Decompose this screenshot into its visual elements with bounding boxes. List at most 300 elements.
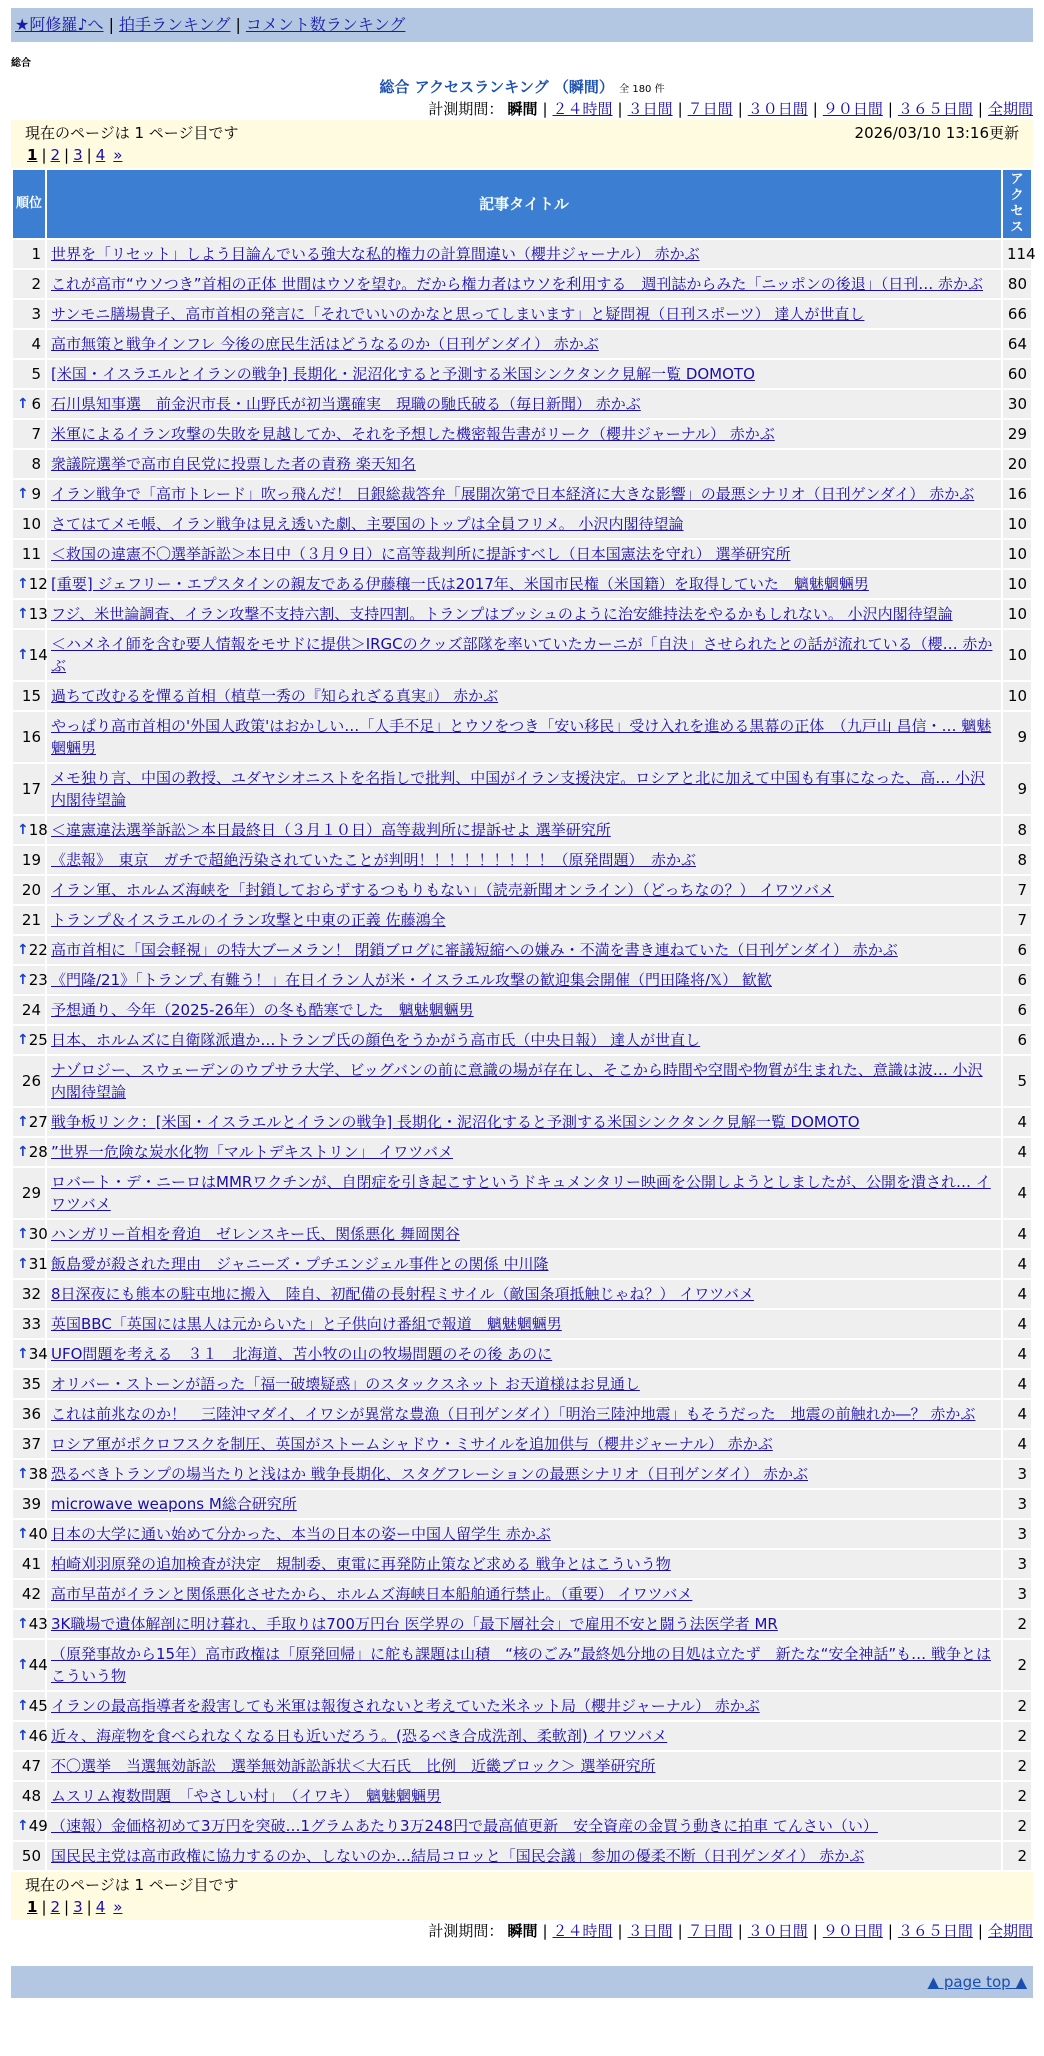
rank-cell xyxy=(13,1108,48,1136)
period-link-1[interactable]: ３日間 xyxy=(627,100,673,118)
rank-number: 41 xyxy=(21,1555,41,1573)
title-cell xyxy=(47,1610,1001,1638)
access-count: 2 xyxy=(1003,1842,1031,1870)
page-top-link[interactable]: ▲ page top ▲ xyxy=(927,1973,1027,1991)
article-link[interactable]: ＜ハメネイ師を含む要人情報をモサドに提供＞IRGCのクッズ部隊を率いていたカーニが「自決」させられたとの話が流れている（櫻… 赤かぶ xyxy=(51,635,993,675)
rank-number: 37 xyxy=(21,1435,41,1453)
title-cell xyxy=(47,876,1001,904)
rank-cell xyxy=(13,1580,45,1608)
table-row xyxy=(13,816,1031,844)
rank-number: 20 xyxy=(21,881,41,899)
title-cell xyxy=(47,1640,1001,1690)
table-row xyxy=(13,1812,1031,1840)
table-row xyxy=(13,390,1031,418)
access-count: 6 xyxy=(1003,1026,1031,1054)
access-count: 7 xyxy=(1003,876,1031,904)
title-cell xyxy=(47,1580,1001,1608)
article-link[interactable]: これが高市“ウソつき”首相の正体 世間はウソを望む。だから権力者はウソを利用する 週刊誌からみた「ニッポンの後退」（日刊… 赤かぶ xyxy=(51,275,983,293)
access-count: 4 xyxy=(1003,1250,1031,1278)
title-cell xyxy=(47,1722,1001,1750)
rank-cell xyxy=(13,450,45,478)
access-count: 10 xyxy=(1003,510,1031,538)
period-link-6[interactable]: 全期間 xyxy=(987,1922,1033,1940)
rank-cell xyxy=(13,1812,48,1840)
article-link[interactable]: ＜違憲違法選挙訴訟＞本日最終日（３月１０日）高等裁判所に提訴せよ 選挙研究所 xyxy=(51,821,611,839)
title-cell xyxy=(47,1340,1001,1368)
article-link[interactable]: さてはてメモ帳、イラン戦争は見え透いた劇、主要国のトップは全員フリメ。 小沢内閣待望論 xyxy=(51,515,684,533)
access-count: 4 xyxy=(1003,1370,1031,1398)
title-cell xyxy=(47,1108,1001,1136)
access-count: 20 xyxy=(1003,450,1031,478)
up-arrow-icon: ↑ xyxy=(17,1466,29,1482)
table-row xyxy=(13,570,1031,598)
table-row xyxy=(13,1220,1031,1248)
access-count: 2 xyxy=(1003,1782,1031,1810)
rank-cell xyxy=(13,480,45,508)
article-link[interactable]: 高市無策と戦争インフレ 今後の庶民生活はどうなるのか（日刊ゲンダイ） 赤かぶ xyxy=(51,335,599,353)
period-link-3[interactable]: ３０日間 xyxy=(747,1922,808,1940)
rank-number: 15 xyxy=(21,687,41,705)
page-link-3[interactable]: 3 xyxy=(73,146,83,164)
rank-cell xyxy=(13,996,45,1024)
period-link-5[interactable]: ３６５日間 xyxy=(897,100,973,118)
category-label: 総合 xyxy=(11,58,31,69)
rank-cell xyxy=(13,764,45,814)
access-count: 4 xyxy=(1003,1400,1031,1428)
article-link[interactable]: 衆議院選挙で高市自民党に投票した者の責務 楽天知名 xyxy=(51,455,416,473)
article-link[interactable]: 石川県知事選 前金沢市長・山野氏が初当選確実 現職の馳氏破る（毎日新聞） 赤かぶ xyxy=(51,395,641,413)
article-link[interactable]: ハンガリー首相を脅迫 ゼレンスキー氏、関係悪化 舞岡関谷 xyxy=(51,1225,460,1243)
period-link-3[interactable]: ３０日間 xyxy=(747,100,808,118)
period-selector-bottom: 計測期間： 瞬間 | ２４時間 | ３日間 | ７日間 | ３０日間 | ９０日間 | ３６５日間 | 全期間 xyxy=(428,1922,1033,1940)
rank-number: 36 xyxy=(21,1405,41,1423)
page-link-4[interactable]: 4 xyxy=(95,146,106,164)
period-link-2[interactable]: ７日間 xyxy=(687,1922,733,1940)
access-count: 4 xyxy=(1003,1108,1031,1136)
table-row xyxy=(13,846,1031,874)
table-row xyxy=(13,1370,1031,1398)
comment-ranking-link[interactable]: コメント数ランキング xyxy=(245,15,406,34)
title-cell xyxy=(47,1520,1001,1548)
article-link[interactable]: （速報）金価格初めて3万円を突破…1グラムあたり3万248円で最高値更新 安全資産の金買う動きに拍車 てんさい（い） xyxy=(51,1817,878,1835)
period-current: 瞬間 xyxy=(507,1922,538,1940)
next-page-link[interactable]: » xyxy=(113,146,123,164)
access-count: 9 xyxy=(1003,764,1031,814)
title-cell xyxy=(47,936,1001,964)
page-link-2[interactable]: 2 xyxy=(50,1898,61,1916)
access-count: 4 xyxy=(1003,1340,1031,1368)
article-link[interactable]: 8日深夜にも熊本の駐屯地に搬入 陸自、初配備の長射程ミサイル（敵国条項抵触じゃね？） イワツバメ xyxy=(51,1285,754,1303)
rank-cell xyxy=(13,936,48,964)
rank-cell xyxy=(13,906,45,934)
rank-cell xyxy=(13,270,45,298)
title-cell xyxy=(47,1310,1001,1338)
rank-number: 7 xyxy=(31,425,41,443)
period-link-0[interactable]: ２４時間 xyxy=(552,1922,613,1940)
access-count: 5 xyxy=(1003,1056,1031,1106)
article-link[interactable]: オリバー・ストーンが語った「福一破壊疑惑」のスタックスネット お天道様はお見通し xyxy=(51,1375,640,1393)
period-link-0[interactable]: ２４時間 xyxy=(552,100,613,118)
period-link-5[interactable]: ３６５日間 xyxy=(897,1922,973,1940)
ranking-title: 総合 アクセスランキング （瞬間） xyxy=(379,78,614,96)
rank-number: 50 xyxy=(21,1847,41,1865)
table-row xyxy=(13,1782,1031,1810)
title-cell xyxy=(47,570,1001,598)
page-links: 1 | 2 | 3 | 4 » xyxy=(27,146,123,164)
article-link[interactable]: 高市早苗がイランと関係悪化させたから、ホルムズ海峡日本船舶通行禁止。（重要） イワツバメ xyxy=(51,1585,693,1603)
article-link[interactable]: 戦争板リンク：[米国・イスラエルとイランの戦争] 長期化・泥沼化すると予測する米国シンクタンク見解一覧 DOMOTO xyxy=(51,1113,860,1131)
rank-number: 26 xyxy=(21,1072,41,1090)
table-row xyxy=(13,764,1031,814)
rank-number: 1 xyxy=(31,245,41,263)
article-link[interactable]: 世界を「リセット」しよう目論んでいる強大な私的権力の計算間違い（櫻井ジャーナル） 赤かぶ xyxy=(51,245,700,263)
article-link[interactable]: 英国BBC「英国には黒人は元からいた」と子供向け番組で報道 魑魅魍魎男 xyxy=(51,1315,562,1333)
article-link[interactable]: ロバート・デ・ニーロはMMRワクチンが、自閉症を引き起こすというドキュメンタリー映画を公開しようとしましたが、公開を潰され… イワツバメ xyxy=(51,1173,991,1213)
page-current: 1 xyxy=(27,146,38,164)
rank-cell xyxy=(13,712,45,762)
table-row xyxy=(13,330,1031,358)
title-cell xyxy=(47,1250,1001,1278)
access-count: 8 xyxy=(1003,816,1031,844)
page-links: 1 | 2 | 3 | 4 » xyxy=(27,1898,123,1916)
period-link-6[interactable]: 全期間 xyxy=(987,100,1033,118)
article-link[interactable]: UFO問題を考える ３１ 北海道、苫小牧の山の牧場問題のその後 あのに xyxy=(51,1345,553,1363)
period-selector-top: 計測期間： 瞬間 | ２４時間 | ３日間 | ７日間 | ３０日間 | ９０日間 | ３６５日間 | 全期間 xyxy=(428,100,1033,118)
period-current: 瞬間 xyxy=(507,100,538,118)
rank-number: 43 xyxy=(28,1615,48,1633)
rank-number: 45 xyxy=(28,1697,48,1715)
rank-cell xyxy=(13,240,45,268)
current-page-text: 現在のページは 1 ページ目です xyxy=(25,1876,239,1894)
table-row xyxy=(13,1550,1031,1578)
rank-number: 30 xyxy=(28,1225,48,1243)
access-header: アクセス xyxy=(1003,170,1031,238)
up-arrow-icon: ↑ xyxy=(17,396,29,412)
table-row xyxy=(13,360,1031,388)
table-row xyxy=(13,1138,1031,1166)
table-row xyxy=(13,1520,1031,1548)
period-link-4[interactable]: ９０日間 xyxy=(822,100,883,118)
title-cell xyxy=(47,390,1001,418)
article-link[interactable]: 日本、ホルムズに自衛隊派遣か…トランプ氏の顔色をうかがう高市氏（中央日報） 達人が世直し xyxy=(51,1031,701,1049)
table-row xyxy=(13,1580,1031,1608)
rank-cell xyxy=(13,1370,45,1398)
rank-cell xyxy=(13,1640,48,1690)
table-row xyxy=(13,540,1031,568)
table-row xyxy=(13,450,1031,478)
title-cell xyxy=(47,300,1001,328)
table-row xyxy=(13,240,1031,268)
rank-cell xyxy=(13,1340,48,1368)
rank-cell xyxy=(13,846,45,874)
table-row xyxy=(13,630,1031,680)
article-link[interactable]: サンモニ膳場貴子、高市首相の発言に「それでいいのかなと思ってしまいます」と疑問視（日刊スポーツ） 達人が世直し xyxy=(51,305,865,323)
article-link[interactable]: メモ独り言、中国の教授、ユダヤシオニストを名指しで批判、中国がイラン支援決定。ロシアと北に加えて中国も有事になった、高… 小沢内閣待望論 xyxy=(51,769,986,809)
table-row xyxy=(13,1692,1031,1720)
pager-top xyxy=(11,120,1033,168)
rank-cell xyxy=(13,540,45,568)
rank-cell xyxy=(13,1520,48,1548)
up-arrow-icon: ↑ xyxy=(17,1657,29,1673)
rank-cell xyxy=(13,600,48,628)
rank-number: 5 xyxy=(31,365,41,383)
title-cell xyxy=(47,996,1001,1024)
updated-time: 2026/03/10 13:16更新 xyxy=(854,124,1019,142)
rank-number: 10 xyxy=(21,515,41,533)
table-row xyxy=(13,1310,1031,1338)
article-link[interactable]: イラン軍、ホルムズ海峡を「封鎖しておらずするつもりもない」（読売新聞オンライン）（どっちなの？） イワツバメ xyxy=(51,881,834,899)
period-link-4[interactable]: ９０日間 xyxy=(822,1922,883,1940)
access-count: 10 xyxy=(1003,540,1031,568)
rank-cell xyxy=(13,1280,45,1308)
title-cell xyxy=(47,510,1001,538)
article-link[interactable]: （原発事故から15年）高市政権は「原発回帰」に舵も課題は山積 “核のごみ”最終処分地の目処は立たず 新たな“安全神話”も… 戦争とはこういう物 xyxy=(51,1645,991,1685)
rank-number: 29 xyxy=(21,1184,41,1202)
up-arrow-icon: ↑ xyxy=(17,647,29,663)
access-count: 4 xyxy=(1003,1138,1031,1166)
article-link[interactable]: 高市首相に「国会軽視」の特大ブーメラン！ 閉鎖ブログに審議短縮への嫌み・不満を書き連ねていた（日刊ゲンダイ） 赤かぶ xyxy=(51,941,898,959)
rank-cell xyxy=(13,420,45,448)
rank-number: 33 xyxy=(21,1315,41,1333)
rank-number: 21 xyxy=(21,911,41,929)
table-row xyxy=(13,1280,1031,1308)
article-link[interactable]: microwave weapons M総合研究所 xyxy=(51,1495,297,1513)
rank-cell xyxy=(13,1490,45,1518)
access-count: 2 xyxy=(1003,1812,1031,1840)
title-header: 記事タイトル xyxy=(47,170,1001,238)
table-row xyxy=(13,420,1031,448)
rank-number: 40 xyxy=(28,1525,48,1543)
article-link[interactable]: 《悲報》 東京 ガチで超絶汚染されていたことが判明！！！！！！！！！（原発問題） 赤かぶ xyxy=(51,851,697,869)
rank-number: 3 xyxy=(31,305,41,323)
rank-cell xyxy=(13,1842,45,1870)
page-link-4[interactable]: 4 xyxy=(95,1898,106,1916)
table-row xyxy=(13,480,1031,508)
title-cell xyxy=(47,420,1001,448)
rank-cell xyxy=(13,300,45,328)
table-row xyxy=(13,906,1031,934)
table-row xyxy=(13,270,1031,298)
title-cell xyxy=(47,764,1001,814)
rank-number: 31 xyxy=(28,1255,48,1273)
next-page-link[interactable]: » xyxy=(113,1898,123,1916)
article-link[interactable]: 《門隆/21》「トランプ､有難う！」在日イラン人が米・イスラエル攻撃の歓迎集会開催（門田隆将/𝕏） 歓歓 xyxy=(51,971,772,989)
title-cell xyxy=(47,1752,1001,1780)
access-count: 2 xyxy=(1003,1752,1031,1780)
title-cell xyxy=(47,682,1001,710)
title-cell xyxy=(47,1490,1001,1518)
access-count: 2 xyxy=(1003,1640,1031,1690)
rank-number: 42 xyxy=(21,1585,41,1603)
page-link-3[interactable]: 3 xyxy=(73,1898,83,1916)
access-count: 8 xyxy=(1003,846,1031,874)
rank-number: 35 xyxy=(21,1375,41,1393)
article-link[interactable]: これは前兆なのか！ 三陸沖マダイ、イワシが異常な豊漁（日刊ゲンダイ）「明治三陸沖地震」もそうだった 地震の前触れか―？ 赤かぶ xyxy=(51,1405,976,1423)
rank-cell xyxy=(13,1138,48,1166)
rank-cell xyxy=(13,1460,48,1488)
rank-cell xyxy=(13,1782,45,1810)
access-count: 64 xyxy=(1003,330,1031,358)
rank-cell xyxy=(13,876,45,904)
article-link[interactable]: ナゾロジー、スウェーデンのウプサラ大学、ビッグバンの前に意識の場が存在し、そこから時間や空間や物質が生まれた、意識は波… 小沢内閣待望論 xyxy=(51,1061,983,1101)
rank-header: 順位 xyxy=(13,170,45,238)
table-row xyxy=(13,1056,1031,1106)
access-count: 2 xyxy=(1003,1610,1031,1638)
article-link[interactable]: やっぱり高市首相の'外国人政策'はおかしい…「人手不足」とウソをつき「安い移民」受け入れを進める黒幕の正体 （九戸山 昌信・… 魑魅魍魎男 xyxy=(51,717,992,757)
rank-number: 47 xyxy=(21,1757,41,1775)
article-link[interactable]: 国民民主党は高市政権に協力するのか、しないのか…結局コロッと「国民会議」参加の優柔不断（日刊ゲンダイ） 赤かぶ xyxy=(51,1847,865,1865)
access-count: 4 xyxy=(1003,1430,1031,1458)
rank-number: 28 xyxy=(28,1143,48,1161)
rank-cell xyxy=(13,630,48,680)
table-row xyxy=(13,1640,1031,1690)
table-row xyxy=(13,1430,1031,1458)
table-row xyxy=(13,1340,1031,1368)
up-arrow-icon: ↑ xyxy=(17,822,29,838)
table-row xyxy=(13,1026,1031,1054)
article-link[interactable]: 不〇選挙 当選無効訴訟 選挙無効訴訟訴状＜大石氏 比例 近畿ブロック＞ 選挙研究所 xyxy=(51,1757,656,1775)
up-arrow-icon: ↑ xyxy=(17,576,29,592)
article-link[interactable]: 柏崎刈羽原発の追加検査が決定 規制委、東電に再発防止策など求める 戦争とはこういう物 xyxy=(51,1555,671,1573)
rank-number: 9 xyxy=(31,485,41,503)
up-arrow-icon: ↑ xyxy=(17,1526,29,1542)
article-link[interactable]: ロシア軍がポクロフスクを制圧、英国がストームシャドウ・ミサイルを追加供与（櫻井ジャーナル） 赤かぶ xyxy=(51,1435,773,1453)
article-link[interactable]: 恐るべきトランプの場当たりと浅はか 戦争長期化、スタグフレーションの最悪シナリオ（日刊ゲンダイ） 赤かぶ xyxy=(51,1465,808,1483)
access-count: 4 xyxy=(1003,1220,1031,1248)
rank-cell xyxy=(13,1056,45,1106)
title-cell xyxy=(47,600,1001,628)
clap-ranking-link[interactable]: 拍手ランキング xyxy=(118,15,231,34)
title-cell xyxy=(47,1812,1001,1840)
title-cell xyxy=(47,906,1001,934)
access-count: 6 xyxy=(1003,936,1031,964)
rank-number: 49 xyxy=(28,1817,48,1835)
article-link[interactable]: イラン戦争で「高市トレード」吹っ飛んだ！ 日銀総裁答弁「展開次第で日本経済に大きな影響」の最悪シナリオ（日刊ゲンダイ） 赤かぶ xyxy=(51,485,975,503)
title-cell xyxy=(47,1842,1001,1870)
table-row xyxy=(13,1460,1031,1488)
rank-number: 8 xyxy=(31,455,41,473)
article-link[interactable]: 飯島愛が殺された理由 ジャニーズ・プチエンジェル事件との関係 中川隆 xyxy=(51,1255,549,1273)
access-count: 10 xyxy=(1003,570,1031,598)
up-arrow-icon: ↑ xyxy=(17,972,29,988)
table-row xyxy=(13,1400,1031,1428)
table-row xyxy=(13,1722,1031,1750)
title-cell xyxy=(47,1026,1001,1054)
article-link[interactable]: 過ちて改むるを憚る首相（植草一秀の『知られざる真実』） 赤かぶ xyxy=(51,687,499,705)
table-row xyxy=(13,1610,1031,1638)
article-link[interactable]: イランの最高指導者を殺害しても米軍は報復されないと考えていた米ネット局（櫻井ジャーナル） 赤かぶ xyxy=(51,1697,760,1715)
access-count: 3 xyxy=(1003,1490,1031,1518)
article-link[interactable]: フジ、米世論調査、イラン攻撃不支持六割、支持四割。トランプはブッシュのように治安維持法をやるかもしれない。 小沢内閣待望論 xyxy=(51,605,953,623)
up-arrow-icon: ↑ xyxy=(17,606,29,622)
table-row xyxy=(13,966,1031,994)
article-link[interactable]: 3K職場で遺体解剖に明け暮れ、手取りは700万円台 医学界の「最下層社会」で雇用不安と闘う法医学者 MR xyxy=(51,1615,778,1633)
ranking-table xyxy=(11,168,1036,1872)
title-cell xyxy=(47,1138,1001,1166)
home-link[interactable]: ★阿修羅♪へ xyxy=(15,15,104,34)
period-label: 計測期間： xyxy=(428,1922,504,1940)
page-top-bar xyxy=(11,1966,1033,1998)
title-cell xyxy=(47,966,1001,994)
up-arrow-icon: ↑ xyxy=(17,486,29,502)
rank-cell xyxy=(13,1400,45,1428)
article-link[interactable]: 予想通り、今年（2025-26年）の冬も酷寒でした 魑魅魍魎男 xyxy=(51,1001,474,1019)
table-row xyxy=(13,300,1031,328)
title-cell xyxy=(47,1460,1001,1488)
rank-cell xyxy=(13,510,45,538)
article-link[interactable]: ムスリム複数問題 「やさしい村」 （イワキ） 魑魅魍魎男 xyxy=(51,1787,442,1805)
rank-number: 4 xyxy=(31,335,41,353)
table-row xyxy=(13,712,1031,762)
access-count: 6 xyxy=(1003,996,1031,1024)
title-cell xyxy=(47,712,1001,762)
rank-number: 6 xyxy=(31,395,41,413)
rank-number: 11 xyxy=(21,545,41,563)
article-link[interactable]: 近々、海産物を食べられなくなる日も近いだろう。(恐るべき合成洗剤、柔軟剤) イワツバメ xyxy=(51,1727,668,1745)
title-cell xyxy=(47,816,1001,844)
article-link[interactable]: 米軍によるイラン攻撃の失敗を見越してか、それを予想した機密報告書がリーク（櫻井ジャーナル） 赤かぶ xyxy=(51,425,775,443)
title-cell xyxy=(47,1400,1001,1428)
table-row xyxy=(13,510,1031,538)
page-link-2[interactable]: 2 xyxy=(50,146,61,164)
article-link[interactable]: ＜救国の違憲不〇選挙訴訟＞本日中（３月９日）に高等裁判所に提訴すべし（日本国憲法を守れ） 選挙研究所 xyxy=(51,545,791,563)
period-link-2[interactable]: ７日間 xyxy=(687,100,733,118)
current-page-text: 現在のページは 1 ページ目です xyxy=(25,124,239,142)
rank-number: 17 xyxy=(21,780,41,798)
title-cell xyxy=(47,480,1001,508)
article-link[interactable]: ”世界一危険な炭水化物「マルトデキストリン」 イワツバメ xyxy=(51,1143,453,1161)
up-arrow-icon: ↑ xyxy=(17,1728,29,1744)
rank-cell xyxy=(13,1026,48,1054)
rank-number: 23 xyxy=(28,971,48,989)
up-arrow-icon: ↑ xyxy=(17,1032,29,1048)
up-arrow-icon: ↑ xyxy=(17,1616,29,1632)
title-cell xyxy=(47,1056,1001,1106)
table-row xyxy=(13,682,1031,710)
article-link[interactable]: [米国・イスラエルとイランの戦争] 長期化・泥沼化すると予測する米国シンクタンク見解一覧 DOMOTO xyxy=(51,365,755,383)
rank-number: 19 xyxy=(21,851,41,869)
title-cell xyxy=(47,1430,1001,1458)
rank-number: 22 xyxy=(28,941,48,959)
article-link[interactable]: [重要] ジェフリー・エプスタインの親友である伊藤穰一氏は2017年、米国市民権（米国籍）を取得していた 魑魅魍魎男 xyxy=(51,575,869,593)
article-link[interactable]: トランプ＆イスラエルのイラン攻撃と中東の正義 佐藤鴻全 xyxy=(51,911,446,929)
access-count: 16 xyxy=(1003,480,1031,508)
rank-number: 39 xyxy=(21,1495,41,1513)
rank-number: 16 xyxy=(21,728,41,746)
article-link[interactable]: 日本の大学に通い始めて分かった、本当の日本の姿ー中国人留学生 赤かぶ xyxy=(51,1525,551,1543)
rank-number: 44 xyxy=(28,1656,48,1674)
table-row xyxy=(13,996,1031,1024)
access-count: 60 xyxy=(1003,360,1031,388)
table-row xyxy=(13,1842,1031,1870)
access-count: 30 xyxy=(1003,390,1031,418)
table-row xyxy=(13,1490,1031,1518)
up-arrow-icon: ↑ xyxy=(17,1698,29,1714)
period-label: 計測期間： xyxy=(428,100,504,118)
rank-cell xyxy=(13,390,45,418)
up-arrow-icon: ↑ xyxy=(17,1144,29,1160)
rank-cell xyxy=(13,570,48,598)
title-cell xyxy=(47,270,1001,298)
table-row xyxy=(13,1752,1031,1780)
access-count: 2 xyxy=(1003,1722,1031,1750)
rank-cell xyxy=(13,816,48,844)
access-count: 2 xyxy=(1003,1692,1031,1720)
table-row xyxy=(13,1108,1031,1136)
period-link-1[interactable]: ３日間 xyxy=(627,1922,673,1940)
rank-cell xyxy=(13,1250,48,1278)
access-count: 10 xyxy=(1003,600,1031,628)
